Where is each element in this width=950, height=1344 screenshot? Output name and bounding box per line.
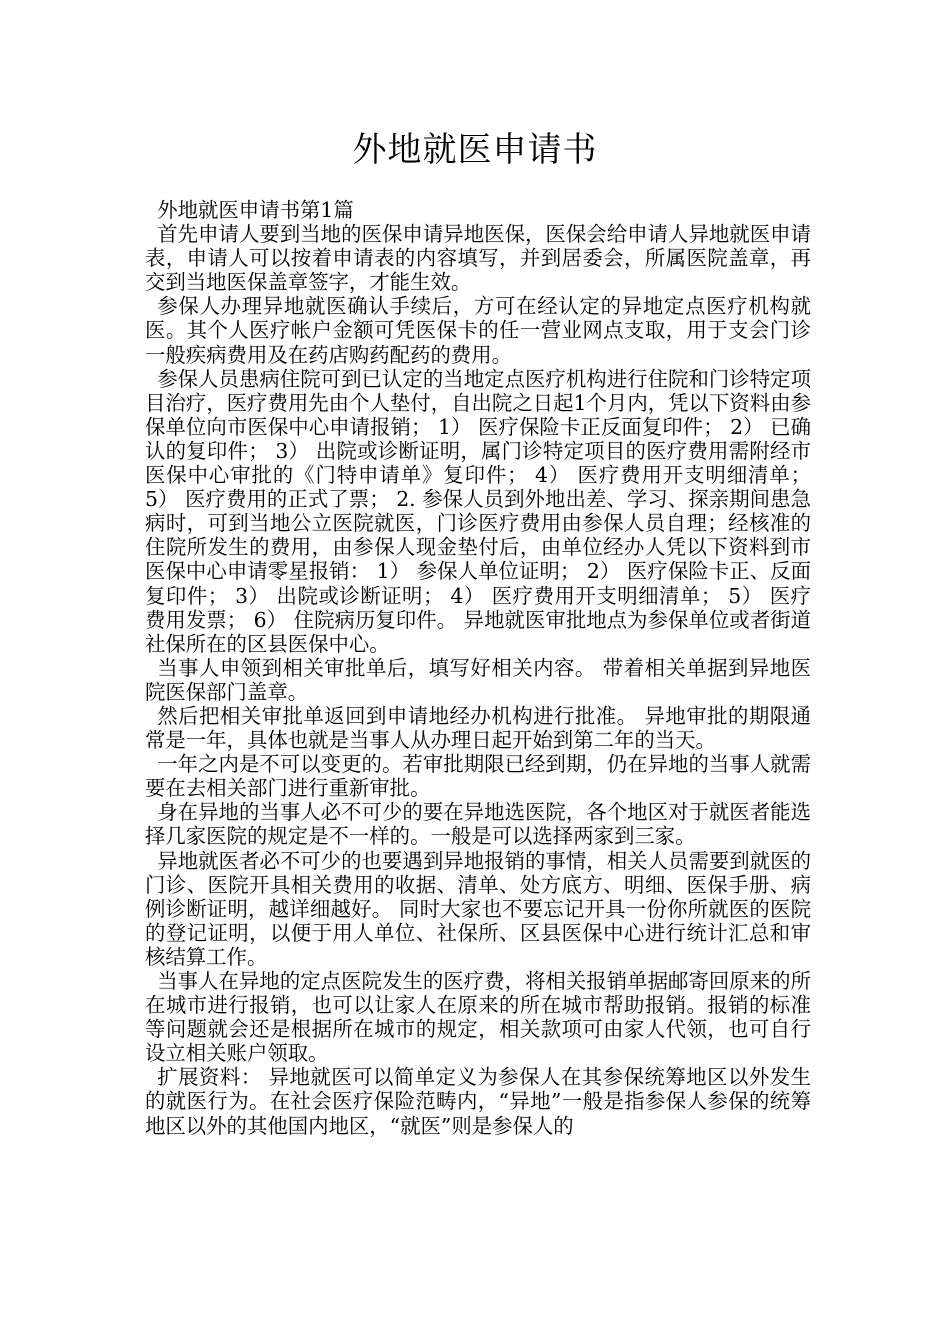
document-body (145, 198, 811, 1138)
paragraph-7: 身在异地的当事人必不可少的要在异地选医院，各个地区对于就医者能选择几家医院的规定是不一样的。一般是可以选择两家到三家。 (145, 800, 811, 849)
document-title: 外地就医申请书 (352, 130, 598, 170)
paragraph-6: 一年之内是不可以变更的。若审批期限已经到期，仍在异地的当事人就需要在去相关部门进行重新审批。 (145, 752, 811, 801)
paragraph-5: 然后把相关审批单返回到申请地经办机构进行批准。 异地审批的期限通常是一年，具体也就是当事人从办理日起开始到第二年的当天。 (145, 703, 811, 753)
section-heading: 外地就医申请书第1篇 (157, 198, 354, 222)
paragraph-8: 异地就医者必不可少的也要遇到异地报销的事情，相关人员需要到就医的门诊、医院开具相关费用的收据、清单、处方底方、明细、医保手册、病例诊断证明，越详细越好。 同时大家也不要忘记开具一份你所就医的医院的登记证明，以便于用人单位、社保所、区县医保中心进行统计汇总和审核结算工作。 (145, 848, 811, 969)
paragraph-9: 当事人在异地的定点医院发生的医疗费，将相关报销单据邮寄回原来的所在城市进行报销，也可以让家人在原来的所在城市帮助报销。报销的标准等问题就会还是根据所在城市的规定，相关款项可由家人代领，也可自行设立相关账户领取。 (145, 969, 811, 1066)
paragraph-4: 当事人申领到相关审批单后，填写好相关内容。 带着相关单据到异地医院医保部门盖章。 (145, 655, 811, 704)
paragraph-10: 扩展资料： 异地就医可以简单定义为参保人在其参保统筹地区以外发生的就医行为。在社会医疗保险范畴内，“异地”一般是指参保人参保的统筹地区以外的其他国内地区，“就医”则是参保人的 (145, 1065, 811, 1138)
paragraph-3: 参保人员患病住院可到已认定的当地定点医疗机构进行住院和门诊特定项目治疗，医疗费用先由个人垫付，自出院之日起1个月内，凭以下资料由参保单位向市医保中心申请报销； 1） 医疗保险卡正反面复印件； 2） 已确认的复印件； 3） 出院或诊断证明，属门诊特定项目的医疗费用需附经市医保中心审批的《门特申请单》复印件； 4） 医疗费用开支明细清单； 5） 医疗费用的正式了票； 2. 参保人员到外地出差、学习、探亲期间患急病时，可到当地公立医院就医，门诊医疗费用由参保人员自理；经核准的住院所发生的费用，由参保人现金垫付后，由单位经办人凭以下资料到市医保中心申请零星报销： 1） 参保人单位证明； 2） 医疗保险卡正、反面复印件； 3） 出院或诊断证明； 4） 医疗费用开支明细清单； 5） 医疗费用发票； 6） 住院病历复印件。 异地就医审批地点为参保单位或者街道社保所在的区县医保中心。 (145, 366, 811, 656)
paragraph-2: 参保人办理异地就医确认手续后，方可在经认定的异地定点医疗机构就医。其个人医疗帐户金额可凭医保卡的任一营业网点支取，用于支会门诊一般疾病费用及在药店购药配药的费用。 (145, 294, 811, 367)
paragraph-1: 首先申请人要到当地的医保申请异地医保，医保会给申请人异地就医申请表，申请人可以按着申请表的内容填写，并到居委会，所属医院盖章，再交到当地医保盖章签字，才能生效。 (145, 222, 811, 295)
